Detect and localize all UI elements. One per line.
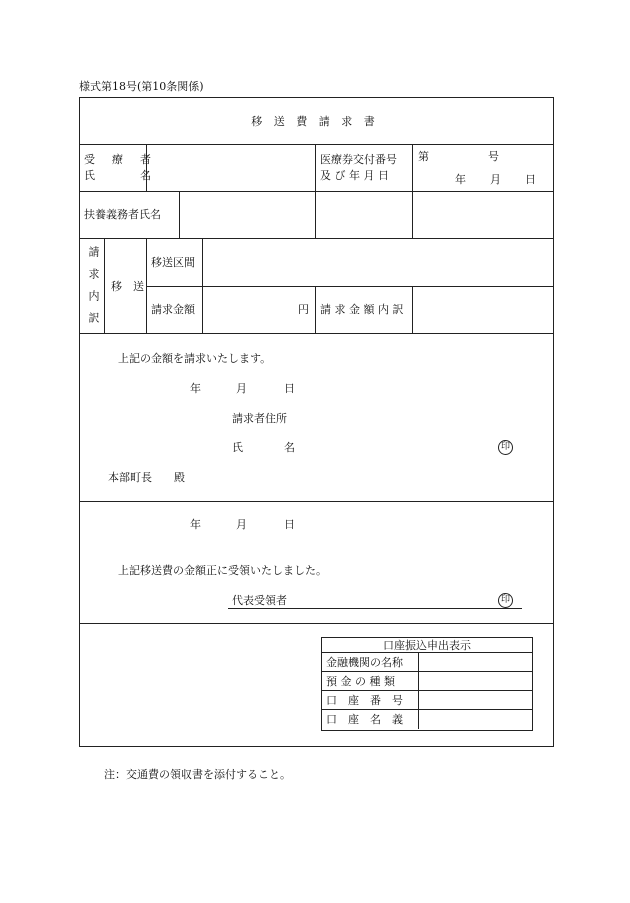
bank-row-label: 口 座 番 号 <box>326 694 403 707</box>
cert-day: 日 <box>525 173 536 186</box>
request-statement: 上記の金額を請求いたします。 <box>118 352 272 365</box>
divider <box>315 144 316 238</box>
signature-line <box>228 608 522 609</box>
receipt-month: 月 <box>236 518 247 531</box>
patient-label: 氏 名 <box>84 169 154 182</box>
patient-label: 受 療 者 <box>84 153 154 166</box>
request-day: 日 <box>284 382 295 395</box>
receipt-statement: 上記移送費の金額正に受領いたしました。 <box>118 564 327 577</box>
divider <box>146 238 147 333</box>
divider <box>79 333 553 334</box>
footnote: 注：交通費の領収書を添付すること。 <box>104 768 291 781</box>
guardian-name-field[interactable] <box>180 192 314 237</box>
breakdown-label: 請 求 金 額 内 訳 <box>320 303 404 316</box>
divider <box>104 238 105 333</box>
account-holder-field[interactable] <box>419 710 531 728</box>
transport-section-field[interactable] <box>203 239 552 285</box>
divider <box>79 501 553 502</box>
seal-mark: 印 <box>498 440 513 455</box>
deposit-type-field[interactable] <box>419 672 531 689</box>
receipt-year: 年 <box>190 518 201 531</box>
cert-gou: 号 <box>488 150 499 163</box>
guardian-label: 扶養義務者氏名 <box>84 208 161 221</box>
divider <box>315 286 316 333</box>
divider <box>412 144 413 238</box>
request-month: 月 <box>236 382 247 395</box>
bank-header: 口座振込申出表示 <box>383 639 471 652</box>
cert-dai: 第 <box>418 150 429 163</box>
cert-year: 年 <box>455 173 466 186</box>
recipient-label: 代表受領者 <box>232 594 287 607</box>
cert-label: 医療券交付番号 <box>320 153 397 166</box>
breakdown-field[interactable] <box>413 287 552 332</box>
form-title: 移 送 費 請 求 書 <box>251 115 379 128</box>
cert-month: 月 <box>490 173 501 186</box>
claimant-name-label: 氏 名 <box>232 441 297 454</box>
seal-mark: 印 <box>498 593 513 608</box>
addressee: 本部町長 殿 <box>108 471 185 484</box>
form-number: 様式第18号(第10条関係) <box>79 80 204 93</box>
bank-row-label: 預 金 の 種 類 <box>326 675 395 688</box>
divider <box>79 623 553 624</box>
amount-label: 請求金額 <box>151 303 195 316</box>
cert-label: 及 び 年 月 日 <box>320 169 389 182</box>
transport-label: 移 送 <box>111 280 144 293</box>
account-number-field[interactable] <box>419 691 531 708</box>
request-year: 年 <box>190 382 201 395</box>
yen-unit: 円 <box>298 303 309 316</box>
patient-name-field[interactable] <box>147 145 314 190</box>
divider <box>79 191 553 192</box>
claim-side-label: 請求内訳 <box>87 246 100 334</box>
bank-name-field[interactable] <box>419 653 531 670</box>
claimant-address-label: 請求者住所 <box>232 412 287 425</box>
bank-row-label: 金融機関の名称 <box>326 656 403 669</box>
bank-row-label: 口 座 名 義 <box>326 713 403 726</box>
receipt-day: 日 <box>284 518 295 531</box>
section-label: 移送区間 <box>151 256 195 269</box>
